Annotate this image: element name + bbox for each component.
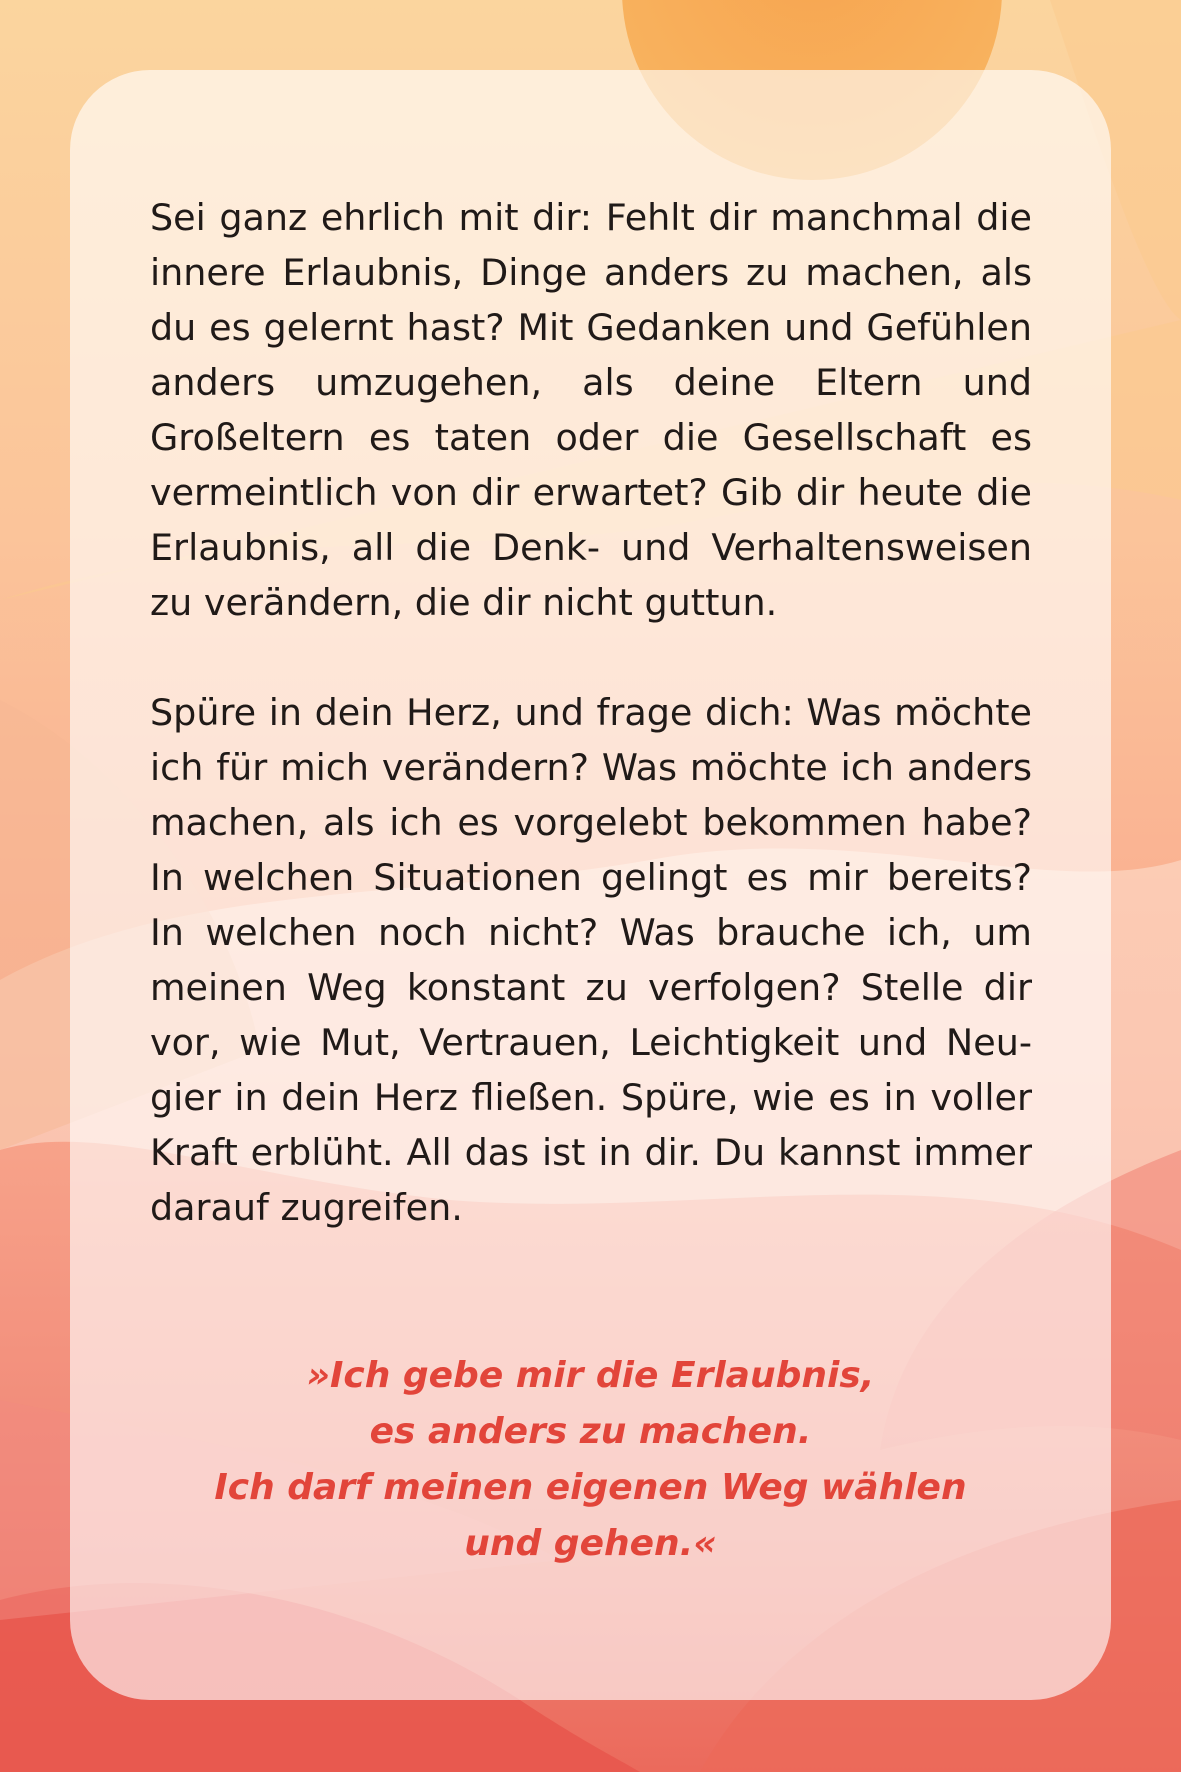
quote-line: »Ich gebe mir die Erlaubnis, bbox=[306, 1355, 875, 1396]
body-text bbox=[150, 190, 1032, 1235]
paragraph-1: Sei ganz ehrlich mit dir: Fehlt dir manchmal die innere Erlaubnis, Dinge anders zu machen, als du es gelernt hast? Mit Gedanken und Gefühlen anders umzugehen, als deine Eltern und Großeltern es taten oder die Gesellschaft es vermeintlich von dir erwartet? Gib dir heute die Erlaubnis, all die Denk- und Verhaltensweisen zu verändern, die dir nicht guttun. bbox=[150, 196, 1032, 624]
content-card bbox=[70, 70, 1111, 1700]
quote-line: und gehen.« bbox=[464, 1523, 717, 1564]
paragraph-2: Spüre in dein Herz, und frage dich: Was möchte ich für mich verändern? Was möchte ich anders machen, als ich es vorgelebt bekommen habe? In welchen Situationen gelingt es mir bereits? In welchen noch nicht? Was brauche ich, um meinen Weg konstant zu verfolgen? Stelle dir vor, wie Mut, Vertrauen, Leichtigkeit und Neugier in dein Herz fließen. Spüre, wie es in voller Kraft erblüht. All das ist in dir. Du kannst immer darauf zugreifen. bbox=[150, 691, 1032, 1229]
affirmation-quote bbox=[140, 1348, 1041, 1572]
quote-line: es anders zu machen. bbox=[369, 1411, 812, 1452]
quote-line: Ich darf meinen eigenen Weg wählen bbox=[214, 1467, 967, 1508]
